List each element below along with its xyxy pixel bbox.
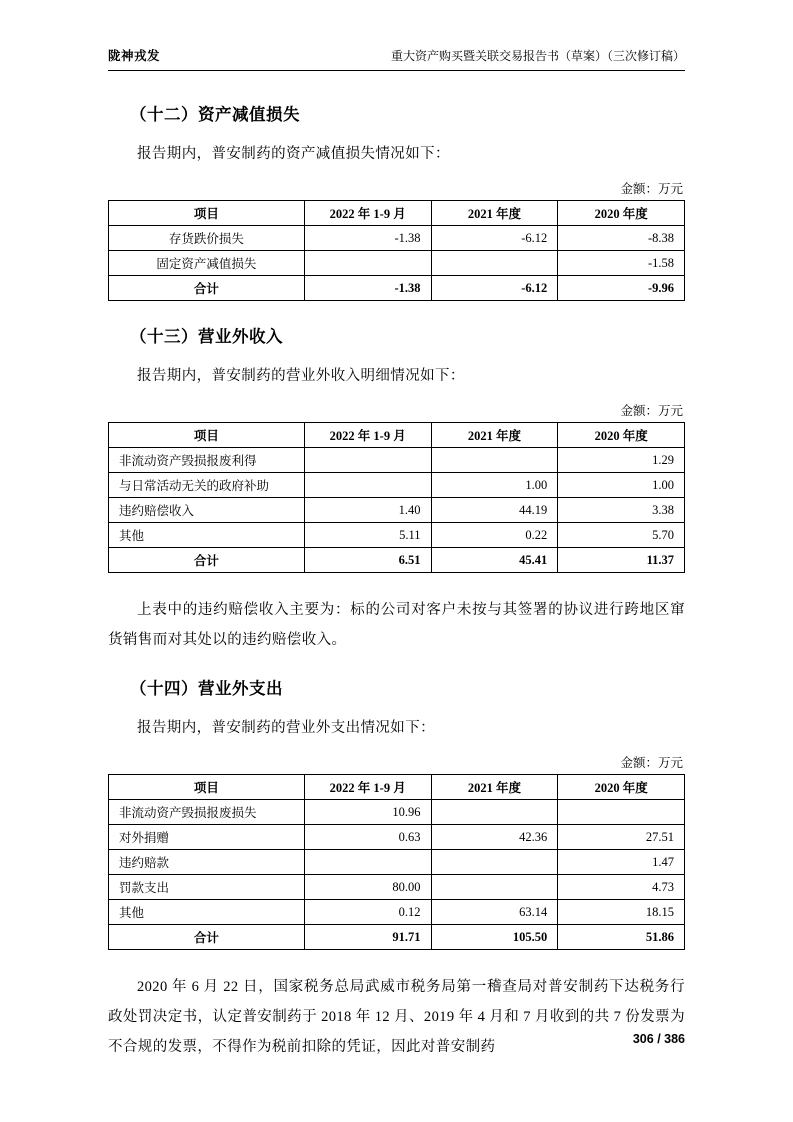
row-label: 存货跌价损失: [109, 226, 305, 251]
table-row: [109, 900, 685, 925]
row-label: 非流动资产毁损报废利得: [109, 448, 305, 473]
row-value-2022: [304, 850, 431, 875]
section-note-13: 上表中的违约赔偿收入主要为：标的公司对客户未按与其签署的协议进行跨地区窜货销售而对其处以的违约赔偿收入。: [108, 602, 685, 648]
total-value-2020: 51.86: [558, 925, 685, 950]
table-total-row: [109, 276, 685, 301]
row-label: 其他: [109, 523, 305, 548]
column-header-2020: 2020 年度: [558, 775, 685, 800]
row-value-2022: 80.00: [304, 875, 431, 900]
row-label: 固定资产减值损失: [109, 251, 305, 276]
row-value-2022: 10.96: [304, 800, 431, 825]
table-total-row: [109, 548, 685, 573]
table-row: [109, 251, 685, 276]
row-label: 非流动资产毁损报废损失: [109, 800, 305, 825]
row-value-2022: 1.40: [304, 498, 431, 523]
column-header-2022: 2022 年 1-9 月: [304, 423, 431, 448]
table-row: [109, 448, 685, 473]
unit-label-13: 金额：万元: [620, 404, 683, 418]
row-value-2022: [304, 448, 431, 473]
row-label: 与日常活动无关的政府补助: [109, 473, 305, 498]
column-header-2020: 2020 年度: [558, 201, 685, 226]
table-row: [109, 825, 685, 850]
impairment-loss-table: [108, 200, 685, 301]
total-label: 合计: [109, 276, 305, 301]
row-value-2020: 4.73: [558, 875, 685, 900]
row-value-2020: 18.15: [558, 900, 685, 925]
section-title-13: （十三）营业外收入: [130, 328, 283, 346]
unit-label-12: 金额：万元: [620, 182, 683, 196]
row-value-2020: -8.38: [558, 226, 685, 251]
row-value-2022: 5.11: [304, 523, 431, 548]
section-intro-13: 报告期内，普安制药的营业外收入明细情况如下：: [137, 368, 465, 384]
column-header-item: 项目: [109, 423, 305, 448]
row-value-2022: -1.38: [304, 226, 431, 251]
header-company-name: 陇神戎发: [108, 49, 161, 63]
row-label: 对外捐赠: [109, 825, 305, 850]
total-value-2022: 6.51: [304, 548, 431, 573]
table-header-row: [109, 201, 685, 226]
total-value-2020: 11.37: [558, 548, 685, 573]
row-value-2021: 1.00: [431, 473, 558, 498]
row-value-2020: 1.00: [558, 473, 685, 498]
row-label: 违约赔款: [109, 850, 305, 875]
total-value-2021: -6.12: [431, 276, 558, 301]
section-intro-14: 报告期内，普安制药的营业外支出情况如下：: [137, 720, 435, 736]
table-row: [109, 473, 685, 498]
row-value-2020: 5.70: [558, 523, 685, 548]
closing-paragraph: 2020 年 6 月 22 日，国家税务总局武威市税务局第一稽查局对普安制药下达税务行政处罚决定书，认定普安制药于 2018 年 12 月、2019 年 4 月和 7 月收到的共 7 份发票为不合规的发票，不得作为税前扣除的凭证，因此对普安制药: [108, 979, 685, 1055]
page-number: 306 / 386: [632, 1032, 685, 1046]
row-value-2022: [304, 251, 431, 276]
total-value-2021: 105.50: [431, 925, 558, 950]
column-header-2022: 2022 年 1-9 月: [304, 201, 431, 226]
row-value-2021: 0.22: [431, 523, 558, 548]
row-value-2020: 1.29: [558, 448, 685, 473]
column-header-2021: 2021 年度: [431, 775, 558, 800]
column-header-item: 项目: [109, 775, 305, 800]
row-label: 罚款支出: [109, 875, 305, 900]
row-value-2022: [304, 473, 431, 498]
row-value-2022: 0.12: [304, 900, 431, 925]
table-header-row: [109, 423, 685, 448]
total-value-2020: -9.96: [558, 276, 685, 301]
row-value-2021: 63.14: [431, 900, 558, 925]
row-label: 违约赔偿收入: [109, 498, 305, 523]
row-value-2022: 0.63: [304, 825, 431, 850]
section-title-14: （十四）营业外支出: [130, 680, 283, 698]
row-value-2020: 3.38: [558, 498, 685, 523]
column-header-2020: 2020 年度: [558, 423, 685, 448]
column-header-item: 项目: [109, 201, 305, 226]
row-value-2021: 42.36: [431, 825, 558, 850]
page-header: [108, 46, 685, 71]
row-value-2021: -6.12: [431, 226, 558, 251]
total-value-2022: -1.38: [304, 276, 431, 301]
row-label: 其他: [109, 900, 305, 925]
table-row: [109, 523, 685, 548]
row-value-2021: [431, 251, 558, 276]
column-header-2021: 2021 年度: [431, 201, 558, 226]
table-row: [109, 498, 685, 523]
total-value-2021: 45.41: [431, 548, 558, 573]
non-operating-income-table: [108, 422, 685, 573]
total-label: 合计: [109, 548, 305, 573]
table-row: [109, 226, 685, 251]
column-header-2022: 2022 年 1-9 月: [304, 775, 431, 800]
total-label: 合计: [109, 925, 305, 950]
row-value-2021: [431, 875, 558, 900]
non-operating-expense-table: [108, 774, 685, 950]
header-document-title: 重大资产购买暨关联交易报告书（草案）（三次修订稿）: [390, 49, 685, 63]
row-value-2020: 1.47: [558, 850, 685, 875]
row-value-2020: -1.58: [558, 251, 685, 276]
section-title-12: （十二）资产减值损失: [130, 106, 300, 124]
table-row: [109, 800, 685, 825]
row-value-2020: 27.51: [558, 825, 685, 850]
row-value-2021: 44.19: [431, 498, 558, 523]
column-header-2021: 2021 年度: [431, 423, 558, 448]
table-row: [109, 875, 685, 900]
total-value-2022: 91.71: [304, 925, 431, 950]
row-value-2020: [558, 800, 685, 825]
table-row: [109, 850, 685, 875]
unit-label-14: 金额：万元: [620, 756, 683, 770]
row-value-2021: [431, 850, 558, 875]
table-total-row: [109, 925, 685, 950]
row-value-2021: [431, 448, 558, 473]
table-header-row: [109, 775, 685, 800]
section-intro-12: 报告期内，普安制药的资产减值损失情况如下：: [137, 146, 450, 162]
row-value-2021: [431, 800, 558, 825]
